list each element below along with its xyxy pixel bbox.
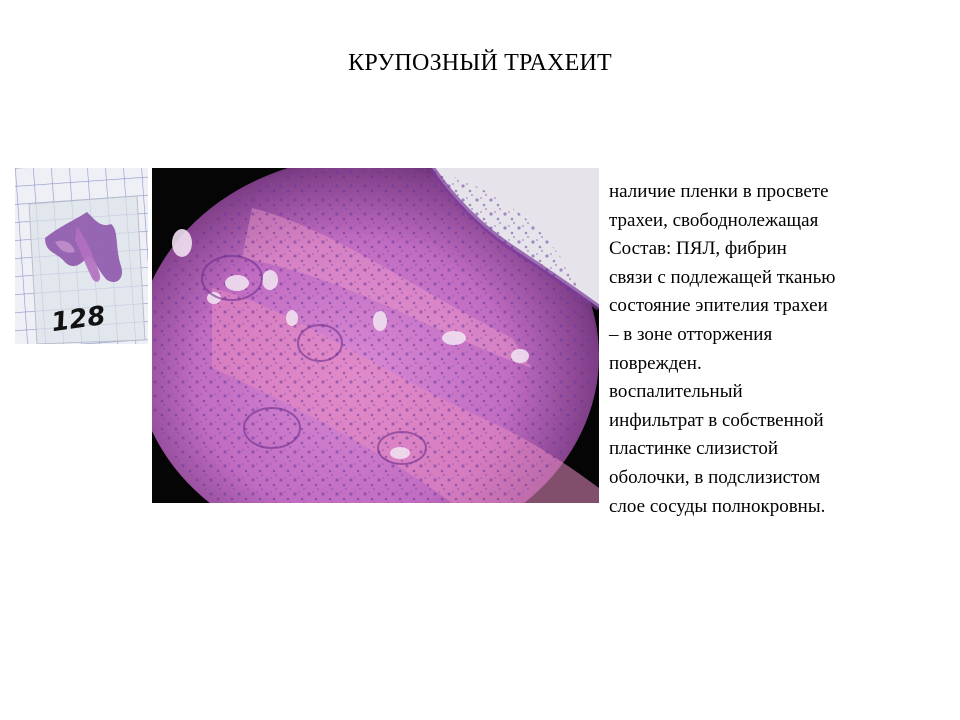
description-line: пластинке слизистой bbox=[609, 438, 779, 460]
slide-title: КРУПОЗНЫЙ ТРАХЕИТ bbox=[348, 50, 612, 76]
description-line: связи с подлежащей тканью bbox=[609, 266, 836, 288]
description-line: инфильтрат в собственной bbox=[609, 409, 824, 431]
description-line: – в зоне отторжения bbox=[609, 323, 773, 345]
glass-slide-photo bbox=[15, 168, 148, 344]
description-line: слое сосуды полнокровны. bbox=[609, 495, 826, 517]
description-line: трахеи, свободнолежащая bbox=[609, 209, 819, 231]
histology-micrograph bbox=[152, 168, 599, 503]
description-line: оболочки, в подслизистом bbox=[609, 466, 821, 488]
description-line: наличие пленки в просвете bbox=[609, 181, 829, 202]
description-text bbox=[609, 178, 909, 521]
description-line: состояние эпителия трахеи bbox=[609, 295, 828, 317]
description-line: поврежден. bbox=[609, 352, 702, 374]
description-line: воспалительный bbox=[609, 381, 743, 403]
description-line: Состав: ПЯЛ, фибрин bbox=[609, 238, 787, 260]
slide-label-text: 128 bbox=[49, 300, 108, 339]
